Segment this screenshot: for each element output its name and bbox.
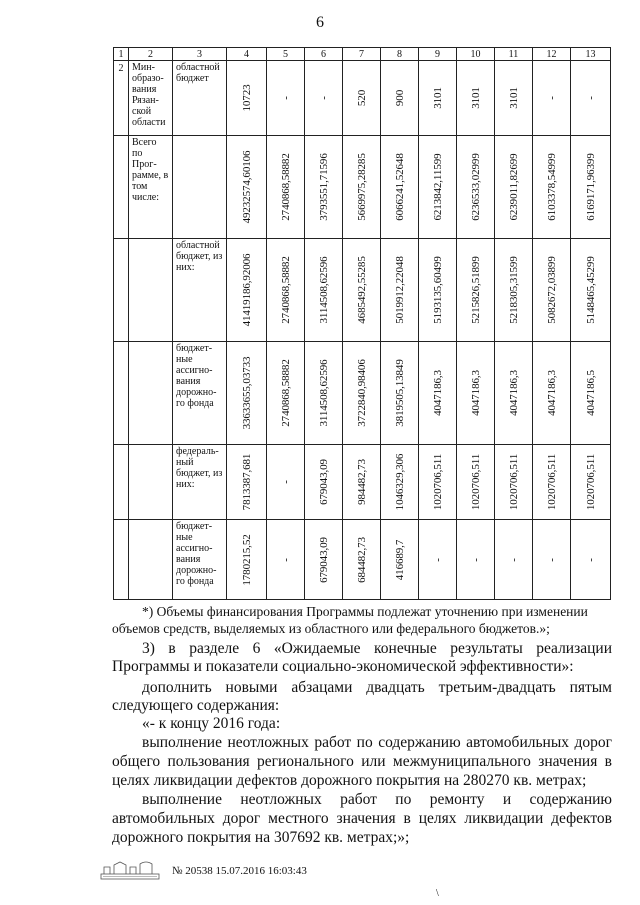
value-cell [267, 136, 305, 239]
row-number [114, 520, 129, 600]
value-cell [267, 342, 305, 445]
value-text: 3722840,98406 [355, 359, 368, 427]
value-text: 1020706,511 [507, 453, 520, 511]
value-cell [495, 445, 533, 520]
header-cell: 8 [381, 48, 419, 61]
margin-tick-mark: \ [436, 888, 439, 899]
executor-cell [129, 342, 173, 445]
value-cell [457, 342, 495, 445]
value-cell [305, 520, 343, 600]
value-text: 1020706,511 [584, 453, 597, 511]
row-number [114, 445, 129, 520]
paragraph-line: «- к концу 2016 года: [142, 715, 281, 732]
value-text: 5669975,28285 [355, 153, 368, 221]
value-cell [227, 136, 267, 239]
value-cell [533, 520, 571, 600]
table-row [114, 520, 611, 600]
header-cell: 9 [419, 48, 457, 61]
value-cell [495, 136, 533, 239]
paragraph-line: общего пользования регионального или межмуниципального значения в [112, 753, 612, 770]
value-text: 4685492,55285 [355, 256, 368, 324]
header-cell: 12 [533, 48, 571, 61]
value-text: - [431, 557, 444, 562]
value-text: - [279, 557, 292, 562]
value-text: 1780215,52 [240, 533, 253, 586]
header-cell: 5 [267, 48, 305, 61]
value-cell [343, 136, 381, 239]
value-text: 4047186,3 [507, 370, 520, 416]
value-text: - [279, 96, 292, 100]
executor-cell: Всего по Прог-рамме, в том числе: [129, 136, 173, 239]
value-text: 2740868,58882 [279, 256, 292, 324]
value-cell [227, 445, 267, 520]
header-cell: 7 [343, 48, 381, 61]
value-cell [419, 445, 457, 520]
value-text: 5215826,51899 [469, 256, 482, 324]
source-cell: областной бюджет [173, 61, 227, 136]
source-cell [173, 136, 227, 239]
registration-number: № 20538 15.07.2016 16:03:43 [172, 865, 307, 877]
value-text: 6066241,52648 [393, 153, 406, 221]
value-cell [419, 239, 457, 342]
value-cell [381, 342, 419, 445]
value-cell [457, 445, 495, 520]
executor-cell [129, 239, 173, 342]
table-footnote: *) Объемы финансирования Программы подлежат уточнению при изменении объемов средств, выделяемых из областного или федерального бюджетов.»; [112, 604, 588, 636]
value-text: 416689,7 [393, 539, 406, 580]
paragraph-line: 3) в разделе 6 «Ожидаемые конечные результаты реализации [142, 640, 612, 657]
source-cell: федераль-ный бюджет, из них: [173, 445, 227, 520]
paragraph-line: целях ликвидации дефектов дорожного покрытия на 280270 кв. метрах; [112, 772, 587, 789]
value-text: 2740868,58882 [279, 359, 292, 427]
value-cell [305, 239, 343, 342]
value-text: 1020706,511 [431, 453, 444, 511]
executor-cell [129, 445, 173, 520]
table-row [114, 239, 611, 342]
value-cell [305, 445, 343, 520]
page-number: 6 [316, 14, 324, 31]
value-text: 10723 [240, 84, 253, 112]
value-text: 5218305,31599 [507, 256, 520, 324]
value-cell [533, 136, 571, 239]
value-cell [305, 136, 343, 239]
registry-stamp-icon [100, 858, 160, 880]
value-text: 3114508,62596 [317, 256, 330, 324]
value-text: - [584, 557, 597, 562]
value-cell [419, 61, 457, 136]
value-text: 3114508,62596 [317, 359, 330, 427]
paragraph-line: дополнить новыми абзацами двадцать третьим-двадцать пятым [142, 679, 612, 696]
value-cell [227, 239, 267, 342]
header-cell: 1 [114, 48, 129, 61]
value-cell [571, 239, 611, 342]
value-text: 679043,09 [317, 459, 330, 505]
value-cell [571, 61, 611, 136]
value-cell [419, 342, 457, 445]
value-text: - [317, 96, 330, 100]
value-text: 1046329,306 [393, 453, 406, 511]
value-cell [457, 239, 495, 342]
value-text: - [469, 557, 482, 562]
paragraph-line: дорожного покрытия на 307692 кв. метрах;»; [112, 829, 410, 846]
value-text: 3101 [469, 87, 482, 109]
value-text: - [545, 557, 558, 562]
value-cell [343, 239, 381, 342]
value-cell [343, 445, 381, 520]
value-text: 3819505,13849 [393, 359, 406, 427]
value-text: 900 [393, 89, 406, 107]
value-cell [571, 520, 611, 600]
value-text: 5082672,03899 [545, 256, 558, 324]
value-text: 2740868,58882 [279, 153, 292, 221]
paragraph-line: выполнение неотложных работ по ремонту и содержанию [142, 791, 612, 808]
value-text: 6213842,11599 [431, 153, 444, 221]
executor-cell [129, 520, 173, 600]
row-number [114, 342, 129, 445]
row-number [114, 136, 129, 239]
value-text: - [584, 96, 597, 100]
header-cell: 6 [305, 48, 343, 61]
value-text: - [545, 96, 558, 100]
value-cell [343, 342, 381, 445]
value-cell [381, 239, 419, 342]
value-text: 7813387,681 [240, 453, 253, 511]
table-row [114, 136, 611, 239]
value-cell [305, 342, 343, 445]
value-text: 33633655,03733 [240, 356, 253, 430]
value-cell [571, 342, 611, 445]
value-text: 1020706,511 [469, 453, 482, 511]
header-cell: 10 [457, 48, 495, 61]
value-cell [267, 61, 305, 136]
paragraph-line: автомобильных дорог местного значения в целях ликвидации дефектов [112, 810, 612, 827]
row-number [114, 239, 129, 342]
value-text: 679043,09 [317, 536, 330, 583]
source-cell: бюджет-ные ассигно-вания дорожно-го фонда [173, 342, 227, 445]
value-cell [381, 136, 419, 239]
value-cell [227, 61, 267, 136]
value-text: 5193135,60499 [431, 256, 444, 324]
value-text: - [279, 480, 292, 484]
value-text: 6236533,02999 [469, 153, 482, 221]
value-text: 41419186,92006 [240, 253, 253, 327]
value-cell [533, 342, 571, 445]
value-cell [381, 445, 419, 520]
value-cell [495, 61, 533, 136]
value-cell [533, 445, 571, 520]
value-cell [571, 136, 611, 239]
value-text: 3101 [507, 87, 520, 109]
value-text: 5019912,22048 [393, 256, 406, 324]
paragraph-line: Программы и показатели социально-экономической эффективности»: [112, 658, 574, 675]
header-cell: 13 [571, 48, 611, 61]
value-cell [571, 445, 611, 520]
value-cell [533, 239, 571, 342]
value-text: 6169171,96399 [584, 153, 597, 221]
header-cell: 2 [129, 48, 173, 61]
value-text: 5148465,45299 [584, 256, 597, 324]
value-cell [227, 342, 267, 445]
value-cell [381, 520, 419, 600]
value-text: 684482,73 [355, 536, 368, 583]
table-row [114, 445, 611, 520]
value-text: 984482,73 [355, 459, 368, 505]
value-text: 4047186,3 [545, 370, 558, 416]
value-cell [419, 520, 457, 600]
value-cell [343, 520, 381, 600]
value-cell [267, 445, 305, 520]
value-cell [267, 520, 305, 600]
value-text: 6239011,82699 [507, 153, 520, 221]
value-text: 4047186,3 [431, 370, 444, 416]
value-cell [305, 61, 343, 136]
value-cell [457, 520, 495, 600]
paragraph-line: выполнение неотложных работ по содержанию автомобильных дорог [142, 734, 612, 751]
value-cell [495, 520, 533, 600]
financing-table [113, 47, 611, 600]
value-text: - [507, 557, 520, 562]
value-cell [457, 61, 495, 136]
value-cell [381, 61, 419, 136]
table-header-row [114, 48, 611, 61]
value-text: 4047186,5 [584, 370, 597, 416]
value-text: 3101 [431, 87, 444, 109]
value-cell [495, 342, 533, 445]
value-text: 6103378,54999 [545, 153, 558, 221]
header-cell: 3 [173, 48, 227, 61]
value-cell [495, 239, 533, 342]
value-text: 49232574,60106 [240, 150, 253, 224]
source-cell: бюджет-ные ассигно-вания дорожно-го фонда [173, 520, 227, 600]
source-cell: областной бюджет, из них: [173, 239, 227, 342]
value-text: 1020706,511 [545, 453, 558, 511]
value-text: 3793551,71596 [317, 153, 330, 221]
header-cell: 11 [495, 48, 533, 61]
header-cell: 4 [227, 48, 267, 61]
value-cell [267, 239, 305, 342]
executor-cell: Мин-образо-вания Рязан-ской области [129, 61, 173, 136]
value-cell [227, 520, 267, 600]
value-cell [419, 136, 457, 239]
value-text: 520 [355, 89, 368, 107]
paragraph-line: следующего содержания: [112, 697, 280, 714]
row-number: 2 [114, 61, 129, 136]
table-row [114, 61, 611, 136]
value-cell [533, 61, 571, 136]
value-text: 4047186,3 [469, 370, 482, 416]
table-row [114, 342, 611, 445]
value-cell [457, 136, 495, 239]
value-cell [343, 61, 381, 136]
